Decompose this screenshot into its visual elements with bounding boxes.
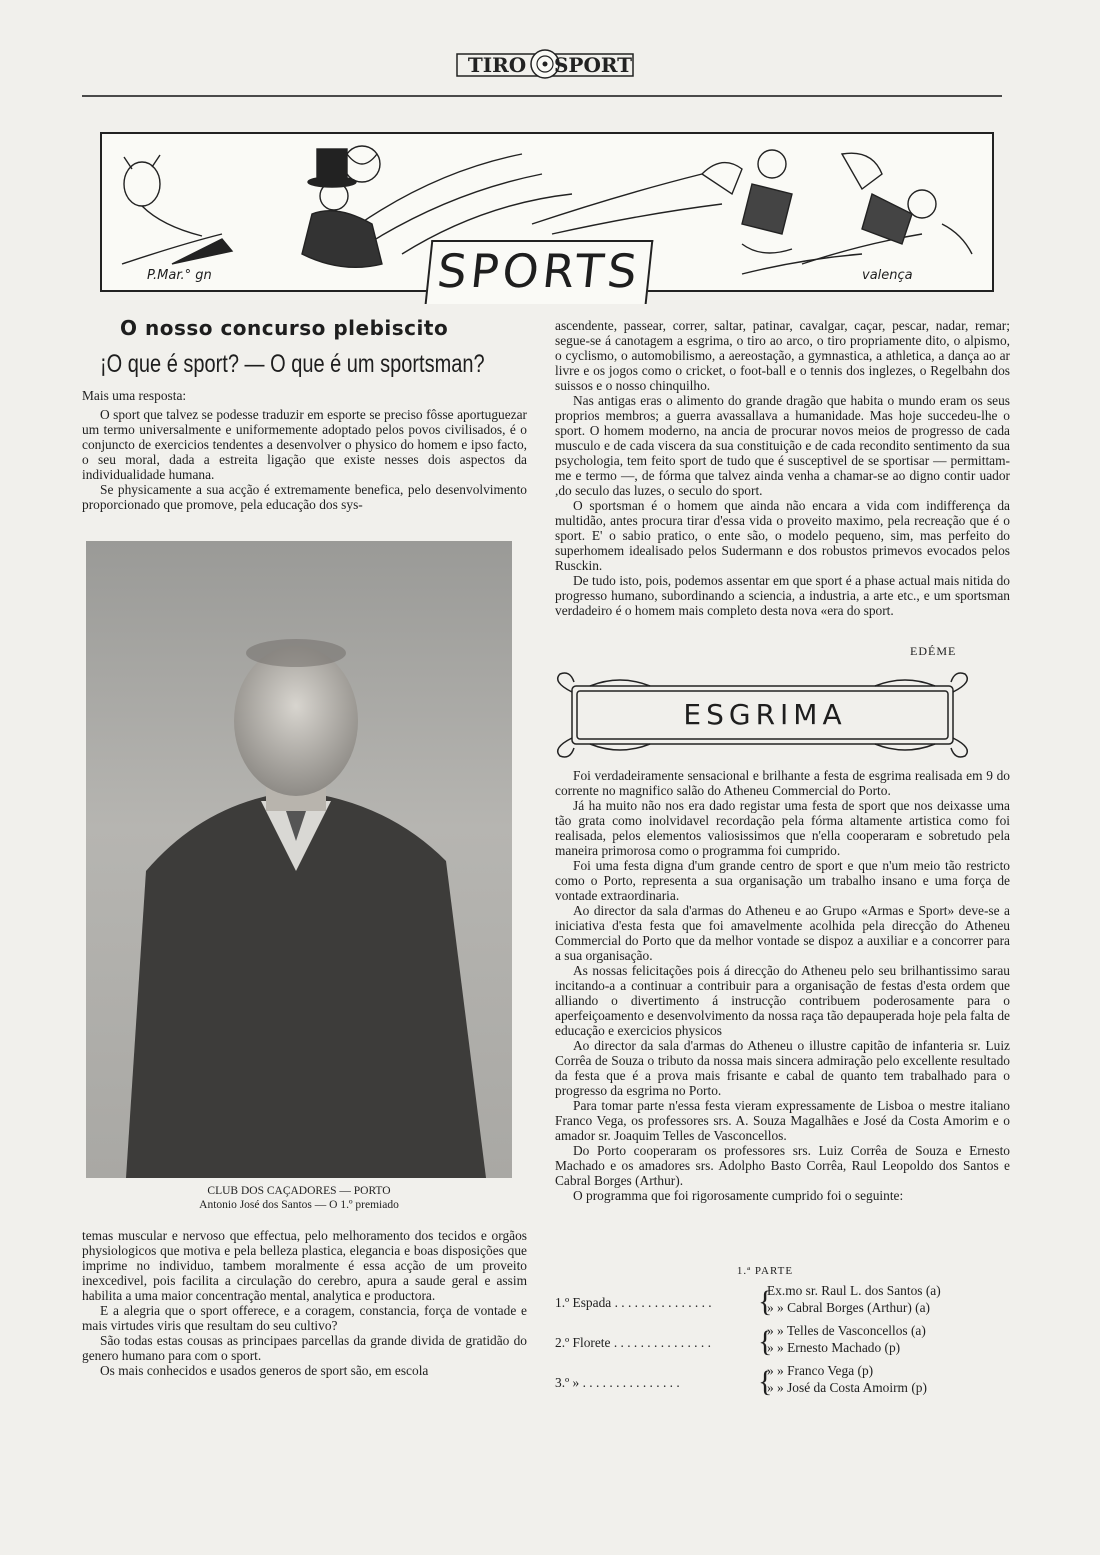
paragraph: Já ha muito não nos era dado registar uma festa de sport que nos deixasse uma tão grata como inolvidavel recordação pela fórma altamente artistica como foi realisada, pelos elementos valiosissimos que n'ella cooperaram e sobretudo pela maneira primorosa como o programma foi cumprido. bbox=[555, 798, 1010, 858]
program-entry: Ex.mo sr. Raul L. dos Santos (a) bbox=[767, 1283, 941, 1298]
article-column-1 bbox=[82, 388, 527, 512]
program-row bbox=[555, 1363, 1015, 1403]
paragraph: Se physicamente a sua acção é extremamente benefica, pelo desenvolvimento proporcionado que promove, pela educação dos sys- bbox=[82, 482, 527, 512]
brace: { bbox=[758, 1365, 773, 1398]
brace: { bbox=[758, 1325, 773, 1358]
program-label: 1.º Espada . . . . . . . . . . . . . . . bbox=[555, 1295, 712, 1310]
banner-signature-right: valença bbox=[862, 268, 913, 283]
paragraph: Ao director da sala d'armas do Atheneu o illustre capitão de infanteria sr. Luiz Corrêa de Souza o tributo da nossa mais sincera admiração pelo excellente resultado da festa que é a prova mais frisante e cabal de quanto tem trabalhado para o progresso da esgrima no Porto. bbox=[555, 1038, 1010, 1098]
article-column-1-continued bbox=[82, 1228, 527, 1378]
caption-subtitle: Antonio José dos Santos — O 1.º premiado bbox=[199, 1199, 399, 1211]
paragraph: Os mais conhecidos e usados generos de sport são, em escola bbox=[100, 1363, 429, 1378]
program-row bbox=[555, 1283, 1015, 1323]
paragraph: Mais uma resposta: bbox=[82, 388, 187, 403]
program-entry: » » Telles de Vasconcellos (a) bbox=[767, 1323, 926, 1338]
article-headline: O nosso concurso plebiscito bbox=[120, 316, 449, 340]
article-signature: EDÉME bbox=[910, 644, 957, 658]
program-label: 2.º Florete . . . . . . . . . . . . . . . bbox=[555, 1335, 711, 1350]
paragraph: Foi verdadeiramente sensacional e brilhante a festa de esgrima realisada em 9 do corrente no magnifico salão do Atheneu Commercial do Porto. bbox=[555, 768, 1010, 798]
paragraph: temas muscular e nervoso que effectua, pelo melhoramento dos tecidos e orgãos physiologicos que motiva e pela belleza plastica, elegancia e boas disposições que imprime no individuo, tambem moralmente é essa acção de um proveito inexcedivel, pois facilita a circulação do cerebro, apura a saude geral e assim habilita a uma maior concentração mental, analytica e productora. bbox=[82, 1228, 527, 1303]
masthead-logo bbox=[455, 40, 635, 82]
paragraph: De tudo isto, pois, podemos assentar em que sport é a phase actual mais nitida do progresso humano, subordinando a sciencia, a industria, a arte etc., e um sportsman verdadeiro é o homem mais completo desta nova «era do sport. bbox=[555, 573, 1010, 618]
sports-section-title: SPORTS bbox=[425, 240, 654, 304]
paragraph: Do Porto cooperaram os professores srs. Luiz Corrêa de Souza e Ernesto Machado e os amadores srs. Adolpho Basto Corrêa, Raul Leopoldo dos Santos e Cabral Borges (Arthur). bbox=[555, 1143, 1010, 1188]
photo-caption bbox=[86, 1184, 512, 1212]
header-rule bbox=[82, 95, 1002, 97]
svg-text:SPORT: SPORT bbox=[553, 53, 633, 77]
paragraph: São todas estas cousas as principaes parcellas da grande divida de gratidão do genero humano para com o sport. bbox=[82, 1333, 527, 1363]
program-heading: 1.ª PARTE bbox=[736, 1265, 794, 1277]
article-column-2 bbox=[555, 318, 1010, 618]
program-entry: » » Cabral Borges (Arthur) (a) bbox=[767, 1300, 930, 1315]
paragraph: Ao director da sala d'armas do Atheneu e ao Grupo «Armas e Sport» deve-se a iniciativa d'esta festa que foi amavelmente acolhida pela direcção do Atheneu Commercial do Porto que da melhor vontade se dispoz a auxiliar e a concorrer para a sua organisação. bbox=[555, 903, 1010, 963]
fencing-program bbox=[555, 1265, 1015, 1403]
paragraph: Foi uma festa digna d'um grande centro de sport e que n'um meio tão restricto como o Porto, representa a sua organisação um trabalho insano e uma força de vontade extraordinaria. bbox=[555, 858, 1010, 903]
portrait-photo bbox=[86, 541, 512, 1178]
paragraph: Nas antigas eras o alimento do grande dragão que habita o mundo eram os seus proprios membros; a guerra avassallava a humanidade. Mas hoje succedeu-lhe o sport. O homem moderno, na ancia de procurar novos meios de progresso de cada musculo e de cada viscera da sua constituição e de cada recondito sentimento da sua psychologia, tem feito sport de tudo que é susceptivel de se sportisar — permittam-me e termo —, de fórma que talvez ainda venha a chamar-se ao digno contir uador ,do seculo das luzes, o seculo do sport. bbox=[555, 393, 1010, 498]
paragraph: E a alegria que o sport offerece, e a coragem, constancia, força de vontade e mais virtudes viris que resultam do seu cultivo? bbox=[82, 1303, 527, 1333]
program-entry: » » José da Costa Amoirm (p) bbox=[767, 1380, 927, 1395]
caption-title: CLUB DOS CAÇADORES — PORTO bbox=[207, 1185, 391, 1197]
paragraph: O programma que foi rigorosamente cumprido foi o seguinte: bbox=[573, 1188, 904, 1203]
article-subhead: ¡O que é sport? — O que é um sportsman? bbox=[100, 350, 485, 378]
paragraph: As nossas felicitações pois á direcção do Atheneu pelo seu brilhantissimo sarau incitando-a a continuar a contribuir para a organisação de festas d'esta ordem que alliando o divertimento á instrucção contribuem poderosamente para o aperfeiçoamento e desenvolvimento da nossa raça tão depauperada hoje pela falta de educação e exercicios physicos bbox=[555, 963, 1010, 1038]
banner-signature-left: P.Mar.° gn bbox=[147, 268, 212, 283]
portrait-figure bbox=[86, 541, 512, 1178]
paragraph: Para tomar parte n'essa festa vieram expressamente de Lisboa o mestre italiano Franco Vega, os professores srs. A. Souza Magalhães e José da Costa Amorim e o amador sr. Joaquim Telles de Vasconcellos. bbox=[555, 1098, 1010, 1143]
brace: { bbox=[758, 1285, 773, 1318]
program-row bbox=[555, 1323, 1015, 1363]
esgrima-title: ESGRIMA bbox=[683, 698, 847, 731]
esgrima-column bbox=[555, 768, 1010, 1203]
program-label: 3.º » . . . . . . . . . . . . . . . bbox=[555, 1375, 680, 1390]
paragraph: O sportsman é o homem que ainda não encara a vida com indifferença da multidão, antes procura tirar d'essa vida o proveito maximo, pela recreação que é o sport. E' o sabio pratico, o ente são, o modelo pequeno, sim, mas perfeito do superhomem idealisado pelos Sudermann e dos robustos primevos evocados pelos Rusckin. bbox=[555, 498, 1010, 573]
paragraph: O sport que talvez se podesse traduzir em esporte se preciso fôsse aportuguezar um termo universalmente e uniformemente adoptado pelos povos civilisados, é o conjuncto de exercicios tendentes a desenvolver o physico do homem e ipso facto, o seu moral, dada a estreita ligação que existe nesses dois aspectos da individualidade humana. bbox=[82, 407, 527, 482]
program-entry: » » Franco Vega (p) bbox=[767, 1363, 874, 1378]
program-entry: » » Ernesto Machado (p) bbox=[767, 1340, 901, 1355]
svg-text:TIRO: TIRO bbox=[467, 53, 527, 77]
paragraph: ascendente, passear, correr, saltar, patinar, cavalgar, caçar, pescar, nadar, remar; segue-se á canotagem a esgrima, o tiro ao arco, o tiro propriamente dito, o alpismo, o cyclismo, o automobilismo, a aereostação, a gymnastica, a athletica, a dança ao ar livre e os jogos como o cricket, o foot-ball e o tennis dos inglezes, o Regelbahn dos suissos e o nosso chinquilho. bbox=[555, 318, 1010, 393]
